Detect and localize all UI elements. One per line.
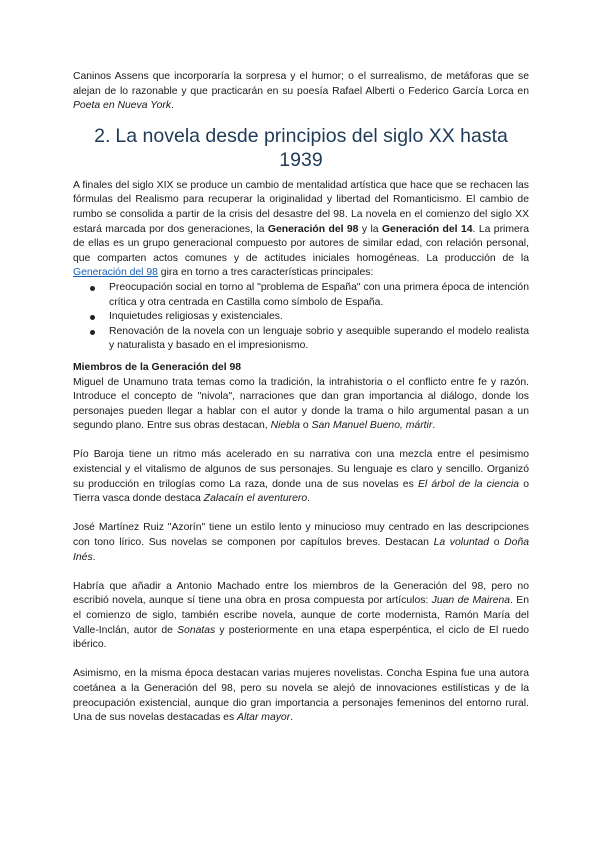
paragraph-spacer xyxy=(73,507,529,522)
generacion-98-link[interactable]: Generación del 98 xyxy=(73,267,158,279)
heading-title: La novela desde principios del siglo XX hasta 1939 xyxy=(115,124,508,171)
baroja-paragraph: Pío Baroja tiene un ritmo más acelerado en su narrativa con una mezcla entre el pesimismo existencial y el vitalismo de algunos de sus personajes. Su lenguaje es claro y sencillo. Organizó su producción en trilogías como La raza, donde una de sus novelas es El árbol de la ciencia o Tierra vasca donde destaca Zalacaín el aventurero. xyxy=(73,449,529,505)
paragraph-spacer xyxy=(73,565,529,580)
generacion-98-bold: Generación del 98 xyxy=(267,223,359,235)
heading-number: 2. xyxy=(94,124,111,147)
list-item: Renovación de la novela con un lenguaje sobrio y asequible superando el modelo realista y naturalista y basado en el impresionismo. xyxy=(109,325,529,354)
paragraph-spacer xyxy=(73,434,529,449)
poeta-en-nueva-york-title: Poeta en Nueva York xyxy=(73,100,172,112)
intro-paragraph: Caninos Assens que incorporaría la sorpresa y el humor; o el surrealismo, de metáforas que se alejan de lo razonable y que practicarán en su poesía Rafael Alberti o Federico García Lorca en Poeta en Nueva York. xyxy=(73,71,529,112)
espina-paragraph: Asimismo, en la misma época destacan varias mujeres novelistas. Concha Espina fue una autora coetánea a la Generación del 98, pero su novela se alejó de innovaciones estilísticas y de la preocupación existencial, aunque dio gran importancia a personajes femeninos del entorno rural. Una de sus novelas destacadas es Altar mayor. xyxy=(73,668,529,724)
page-content xyxy=(73,70,529,726)
azorin-paragraph: José Martínez Ruiz "Azorín" tiene un estilo lento y minucioso muy centrado en las descripciones con tono lírico. Sus novelas se componen por capítulos breves. Destacan La voluntad o Doña Inés. xyxy=(73,522,529,563)
features-list xyxy=(73,281,529,354)
machado-paragraph: Habría que añadir a Antonio Machado entre los miembros de la Generación del 98, pero no escribió novela, aunque sí tiene una obra en prosa compuesta por artículos: Juan de Mairena. En el comienzo de siglo, también escribe novela, aunque de corte modernista, Ramón María del Valle-Inclán, autor de Sonatas y posteriormente en una etapa esperpéntica, el ciclo de El ruedo ibérico. xyxy=(73,580,530,651)
section-intro-paragraph: A finales del siglo XIX se produce un cambio de mentalidad artística que hace que se rechacen las fórmulas del Realismo para recuperar la originalidad y libertad del Romanticismo. El cambio de rumbo se consolida a partir de la crisis del desastre del 98. La novela en el comienzo del siglo XX estará marcada por dos generaciones, la Generación del 98 y la Generación del 14. La primera de ellas es un grupo generacional compuesto por autores de similar edad, con relación personal, que comparten actos comunes y de actitudes iniciales homogéneas. La producción de la Generación del 98 gira en torno a tres características principales: xyxy=(73,179,530,279)
list-item: Inquietudes religiosas y existenciales. xyxy=(109,310,529,325)
unamuno-paragraph: Miguel de Unamuno trata temas como la tradición, la intrahistoria o el conflicto entre fe y razón. Introduce el concepto de "nivola", narraciones que dan gran importancia al diálogo, donde los personajes pueden llegar a hablar con el autor y donde la trama o hilo argumental pasan a un segundo plano. Entre sus obras destacan, Niebla o San Manuel Bueno, mártir. xyxy=(73,376,529,432)
members-heading: Miembros de la Generación del 98 xyxy=(73,361,242,373)
section-heading xyxy=(73,114,529,179)
paragraph-spacer xyxy=(73,653,529,668)
list-item: Preocupación social en torno al "problema de España" con una primera época de intención crítica y otra centrada en Castilla como símbolo de España. xyxy=(109,281,529,310)
generacion-14-bold: Generación del 14 xyxy=(381,223,473,235)
